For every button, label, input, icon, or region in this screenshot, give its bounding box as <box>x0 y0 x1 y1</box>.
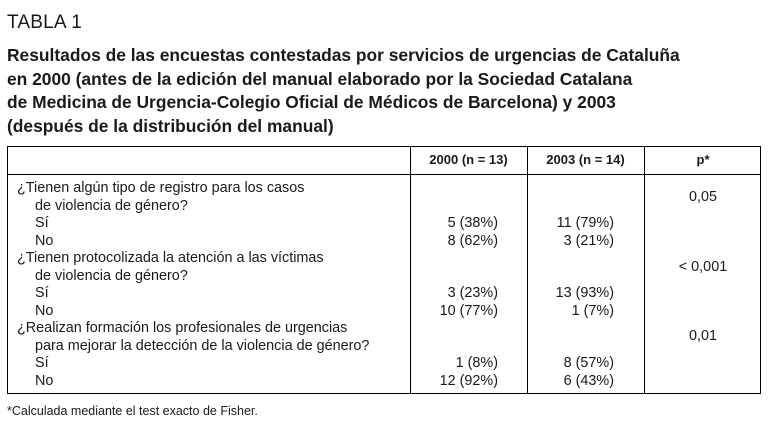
question-text: ¿Realizan formación los profesionales de urgencias <box>17 320 348 336</box>
header-divider <box>8 174 760 175</box>
header-2000: 2000 (n = 13) <box>429 152 508 167</box>
results-table <box>7 146 761 394</box>
option-label: Sí <box>35 355 49 371</box>
value-2000: 10 (77%) <box>439 303 498 319</box>
question-text-cont: de violencia de género? <box>35 267 188 284</box>
value-2003: 1 (7%) <box>571 303 614 319</box>
value-2003: 11 (79%) <box>556 215 614 231</box>
value-2000: 5 (38%) <box>447 215 498 231</box>
option-label: No <box>35 303 54 319</box>
value-2000: 12 (92%) <box>439 373 498 389</box>
question-1 <box>17 180 304 215</box>
option-label: Sí <box>35 285 49 301</box>
caption-line: Resultados de las encuestas contestadas por servicios de urgencias de Cataluña <box>7 45 680 65</box>
option-label: No <box>35 233 54 249</box>
p-value: < 0,001 <box>678 259 728 275</box>
option-label: No <box>35 373 54 389</box>
header-2003: 2003 (n = 14) <box>546 152 625 167</box>
question-text-cont: de violencia de género? <box>35 197 188 214</box>
caption-line: en 2000 (antes de la edición del manual elaborado por la Sociedad Catalana <box>7 68 633 89</box>
value-2000: 8 (62%) <box>447 233 498 249</box>
table-label: TABLA 1 <box>7 12 82 33</box>
question-text: ¿Tienen protocolizada la atención a las víctimas <box>17 250 324 266</box>
table-caption <box>7 44 762 138</box>
p-value: 0,05 <box>688 189 717 205</box>
value-2003: 6 (43%) <box>563 373 614 389</box>
question-text: ¿Tienen algún tipo de registro para los casos <box>17 180 305 196</box>
option-label: Sí <box>35 215 49 231</box>
footnote: *Calculada mediante el test exacto de Fisher. <box>7 404 258 418</box>
value-2000: 3 (23%) <box>447 285 498 301</box>
p-value: 0,01 <box>688 328 717 344</box>
value-2003: 3 (21%) <box>563 233 614 249</box>
value-2000: 1 (8%) <box>455 355 498 371</box>
value-2003: 8 (57%) <box>563 355 614 371</box>
caption-line: (después de la distribución del manual) <box>7 115 334 136</box>
value-2003: 13 (93%) <box>555 285 614 301</box>
question-text-cont: para mejorar la detección de la violencia de género? <box>35 337 370 354</box>
question-2 <box>17 250 324 285</box>
header-p: p* <box>696 152 710 167</box>
caption-line: de Medicina de Urgencia-Colegio Oficial de Médicos de Barcelona) y 2003 <box>7 92 616 112</box>
question-3 <box>17 320 369 355</box>
